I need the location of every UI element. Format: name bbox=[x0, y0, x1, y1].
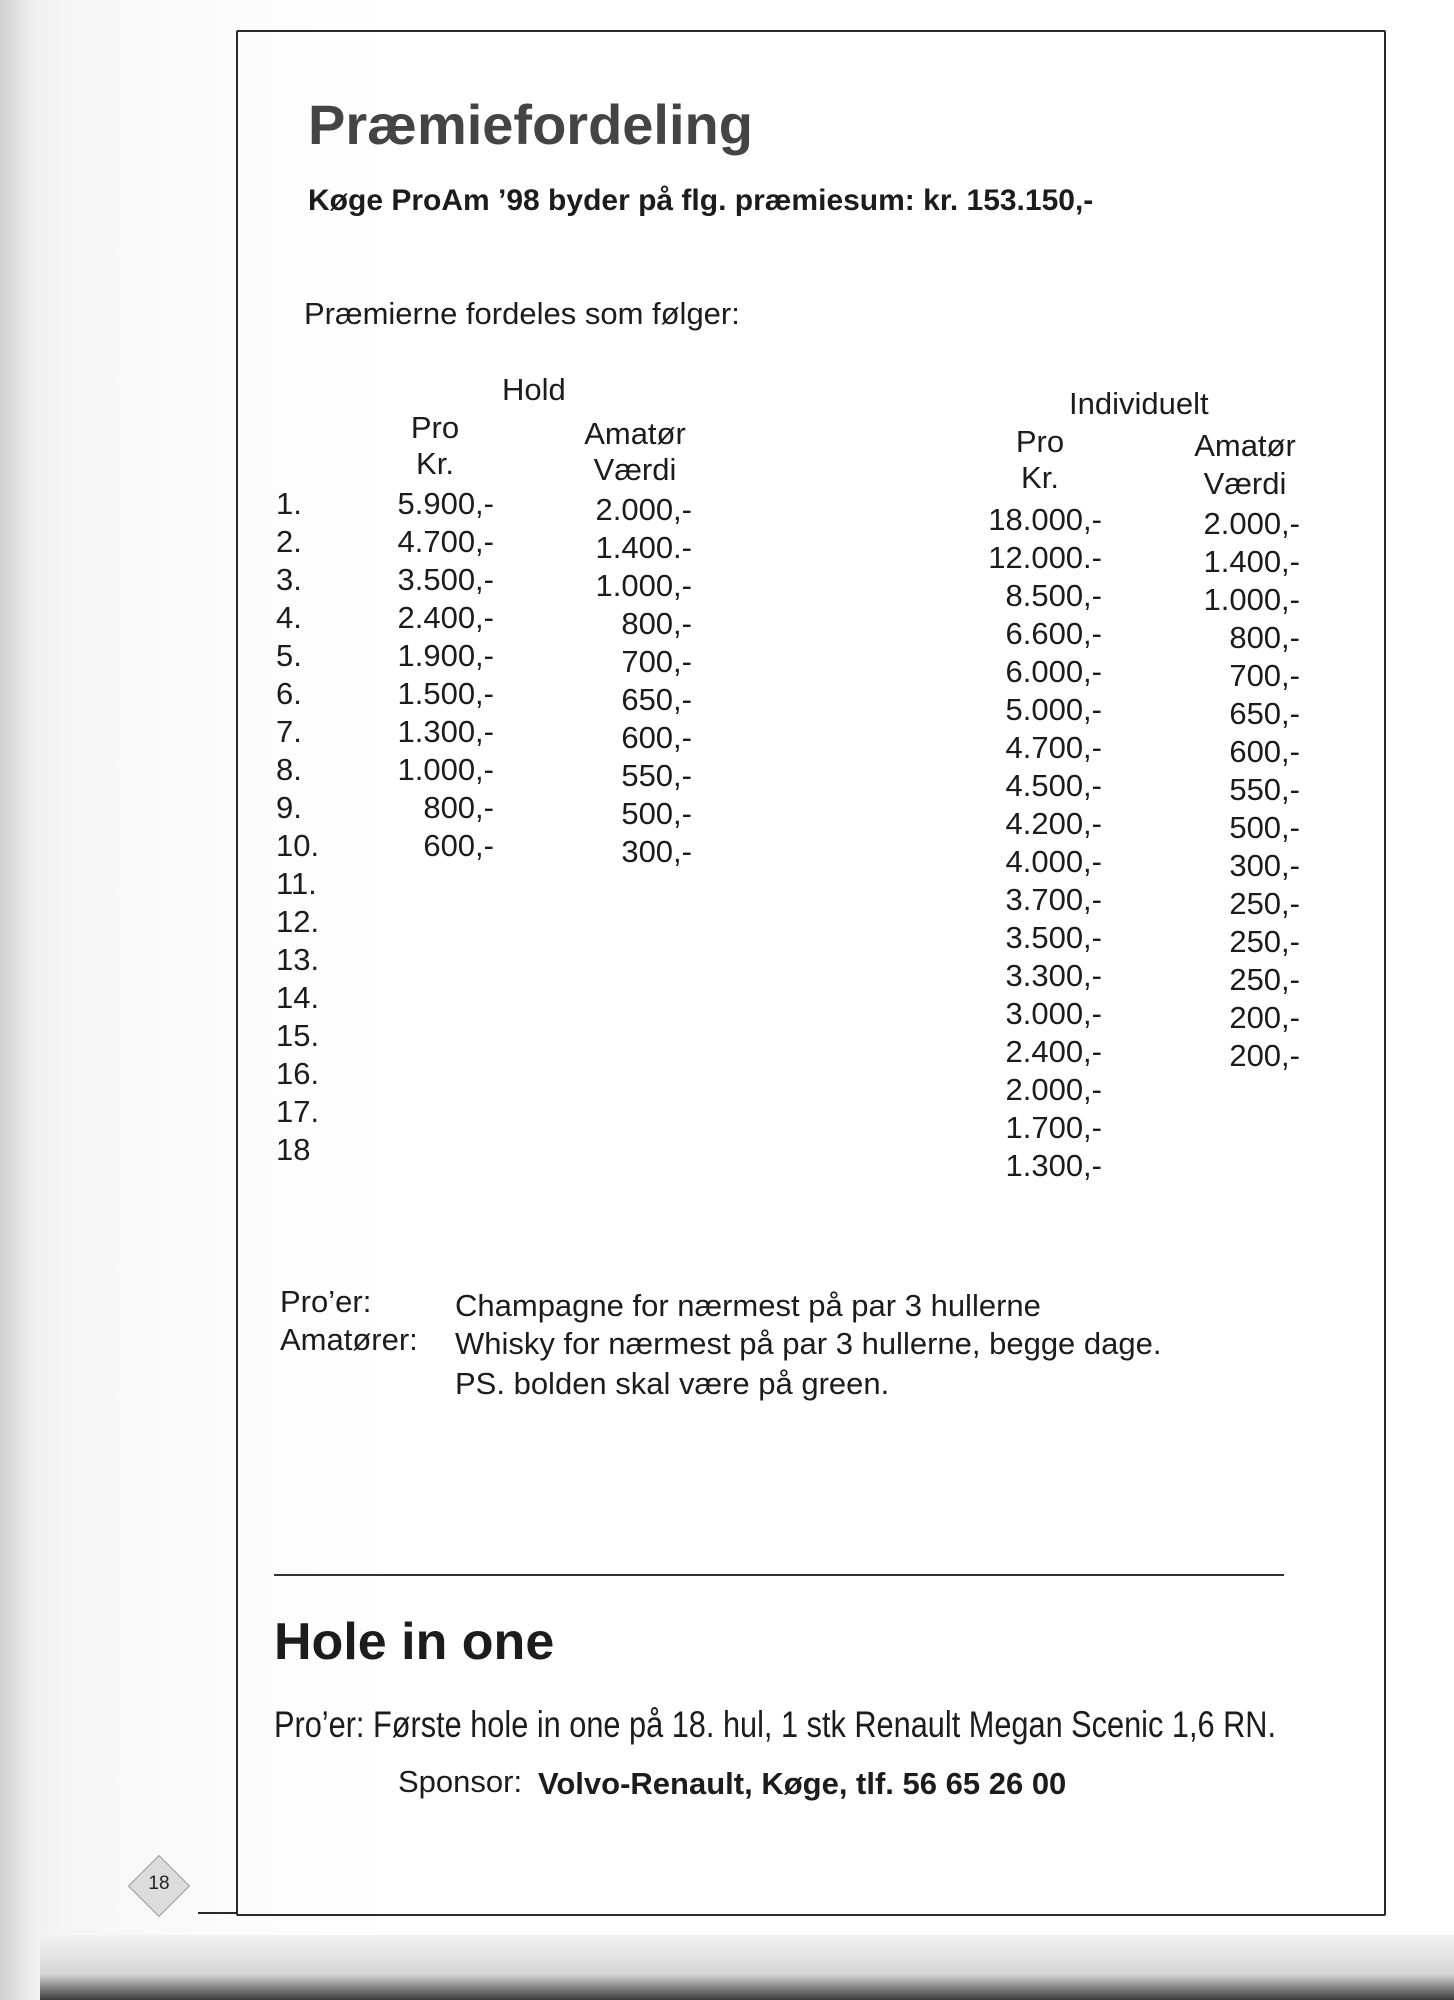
hold-amator-value: 300,- bbox=[621, 834, 692, 869]
hold-amator-header: Amatør bbox=[584, 416, 686, 451]
individuelt-pro-value: 1.700,- bbox=[1005, 1110, 1102, 1145]
individuelt-amator-value: 800,- bbox=[1229, 620, 1300, 655]
hold-amator-value: 700,- bbox=[621, 644, 692, 679]
hold-place: 3. bbox=[276, 562, 302, 597]
hold-pro-value: 1.300,- bbox=[397, 714, 494, 749]
hold-amator-value: 550,- bbox=[621, 758, 692, 793]
individuelt-pro-value: 3.000,- bbox=[1005, 996, 1102, 1031]
individuelt-amator-value: 650,- bbox=[1229, 696, 1300, 731]
individuelt-heading: Individuelt bbox=[1069, 386, 1209, 421]
hold-amator-value: 1.000,- bbox=[595, 568, 692, 603]
individuelt-pro-value: 8.500,- bbox=[1005, 578, 1102, 613]
hold-place: 13. bbox=[276, 942, 320, 977]
special-amator-label: Amatører: bbox=[280, 1322, 418, 1357]
individuelt-pro-value: 4.000,- bbox=[1005, 844, 1102, 879]
individuelt-amator-value: 2.000,- bbox=[1203, 506, 1300, 541]
hold-place: 8. bbox=[276, 752, 302, 787]
hold-pro-value: 800,- bbox=[423, 790, 494, 825]
hold-place: 18 bbox=[276, 1132, 311, 1167]
hold-place: 2. bbox=[276, 524, 302, 559]
hold-pro-value: 4.700,- bbox=[397, 524, 494, 559]
page-frame-edge bbox=[198, 1912, 238, 1914]
individuelt-amator-value: 550,- bbox=[1229, 772, 1300, 807]
hold-place: 11. bbox=[276, 866, 317, 901]
individuelt-pro-value: 4.200,- bbox=[1005, 806, 1102, 841]
individuelt-amator-value: 600,- bbox=[1229, 734, 1300, 769]
hold-place: 1. bbox=[276, 486, 302, 521]
individuelt-pro-value: 2.400,- bbox=[1005, 1034, 1102, 1069]
hold-place: 12. bbox=[276, 904, 320, 939]
individuelt-pro-value: 6.000,- bbox=[1005, 654, 1102, 689]
sponsor-label: Sponsor: bbox=[398, 1764, 523, 1799]
hold-amator-value: 800,- bbox=[621, 606, 692, 641]
hold-amator-value: 500,- bbox=[621, 796, 692, 831]
individuelt-pro-value: 4.500,- bbox=[1005, 768, 1102, 803]
page-number: 18 bbox=[148, 1873, 170, 1894]
hold-pro-value: 5.900,- bbox=[397, 486, 494, 521]
individuelt-amator-value: 250,- bbox=[1229, 962, 1300, 997]
individuelt-pro-value: 4.700,- bbox=[1005, 730, 1102, 765]
hold-amator-value: 2.000,- bbox=[595, 492, 692, 527]
hold-amator-value: 650,- bbox=[621, 682, 692, 717]
prize-sum-subtitle: Køge ProAm ’98 byder på flg. præmiesum: kr. 153.150,- bbox=[308, 184, 1094, 217]
hold-pro-value: 3.500,- bbox=[397, 562, 494, 597]
hold-place: 9. bbox=[276, 790, 302, 825]
individuelt-pro-value: 3.700,- bbox=[1005, 882, 1102, 917]
individuelt-pro-value: 12.000.- bbox=[988, 540, 1102, 575]
special-ps-text: PS. bolden skal være på green. bbox=[455, 1366, 890, 1401]
hold-pro-header: Pro bbox=[410, 410, 460, 445]
individuelt-pro-value: 3.300,- bbox=[1005, 958, 1102, 993]
individuelt-pro-unit: Kr. bbox=[1021, 460, 1059, 495]
individuelt-amator-value: 500,- bbox=[1229, 810, 1300, 845]
hold-pro-value: 1.000,- bbox=[397, 752, 494, 787]
hole-in-one-text: Pro’er: Første hole in one på 18. hul, 1 stk Renault Megan Scenic 1,6 RN. bbox=[274, 1704, 1277, 1745]
individuelt-pro-value: 3.500,- bbox=[1005, 920, 1102, 955]
hold-amator-unit: Værdi bbox=[593, 452, 677, 487]
individuelt-amator-value: 250,- bbox=[1229, 924, 1300, 959]
hold-place: 14. bbox=[276, 980, 320, 1015]
hold-place: 16. bbox=[276, 1056, 320, 1091]
hold-place: 17. bbox=[276, 1094, 320, 1129]
hold-amator-value: 600,- bbox=[621, 720, 692, 755]
hold-pro-value: 600,- bbox=[423, 828, 494, 863]
individuelt-amator-value: 250,- bbox=[1229, 886, 1300, 921]
special-amator-text: Whisky for nærmest på par 3 hullerne, begge dage. bbox=[455, 1326, 1162, 1361]
individuelt-amator-value: 200,- bbox=[1229, 1000, 1300, 1035]
hold-heading: Hold bbox=[502, 372, 566, 407]
hold-place: 6. bbox=[276, 676, 302, 711]
hold-place: 15. bbox=[276, 1018, 320, 1053]
individuelt-pro-value: 18.000,- bbox=[988, 502, 1102, 537]
individuelt-amator-value: 200,- bbox=[1229, 1038, 1300, 1073]
special-pro-label: Pro’er: bbox=[280, 1284, 372, 1319]
hole-in-one-title: Hole in one bbox=[274, 1613, 555, 1671]
individuelt-pro-header: Pro bbox=[1015, 424, 1065, 459]
hold-place: 4. bbox=[276, 600, 302, 635]
individuelt-pro-value: 5.000,- bbox=[1005, 692, 1102, 727]
special-pro-text: Champagne for nærmest på par 3 hullerne bbox=[455, 1288, 1041, 1323]
hold-amator-value: 1.400.- bbox=[595, 530, 692, 565]
hold-pro-value: 1.900,- bbox=[397, 638, 494, 673]
hold-place: 7. bbox=[276, 714, 302, 749]
individuelt-pro-value: 6.600,- bbox=[1005, 616, 1102, 651]
individuelt-amator-value: 300,- bbox=[1229, 848, 1300, 883]
page-stack-bottom bbox=[40, 1935, 1454, 2000]
individuelt-amator-header: Amatør bbox=[1194, 428, 1296, 463]
individuelt-pro-value: 2.000,- bbox=[1005, 1072, 1102, 1107]
individuelt-amator-value: 1.000,- bbox=[1203, 582, 1300, 617]
hold-place: 10. bbox=[276, 828, 320, 863]
hold-pro-value: 2.400,- bbox=[397, 600, 494, 635]
individuelt-amator-unit: Værdi bbox=[1203, 466, 1287, 501]
section-divider bbox=[274, 1574, 1284, 1576]
hold-place: 5. bbox=[276, 638, 302, 673]
hold-pro-unit: Kr. bbox=[416, 446, 454, 481]
intro-text: Præmierne fordeles som følger: bbox=[304, 296, 740, 331]
page-title: Præmiefordeling bbox=[308, 93, 753, 156]
individuelt-amator-value: 700,- bbox=[1229, 658, 1300, 693]
individuelt-amator-value: 1.400,- bbox=[1203, 544, 1300, 579]
hold-pro-value: 1.500,- bbox=[397, 676, 494, 711]
individuelt-pro-value: 1.300,- bbox=[1005, 1148, 1102, 1183]
sponsor-name: Volvo-Renault, Køge, tlf. 56 65 26 00 bbox=[538, 1766, 1067, 1801]
